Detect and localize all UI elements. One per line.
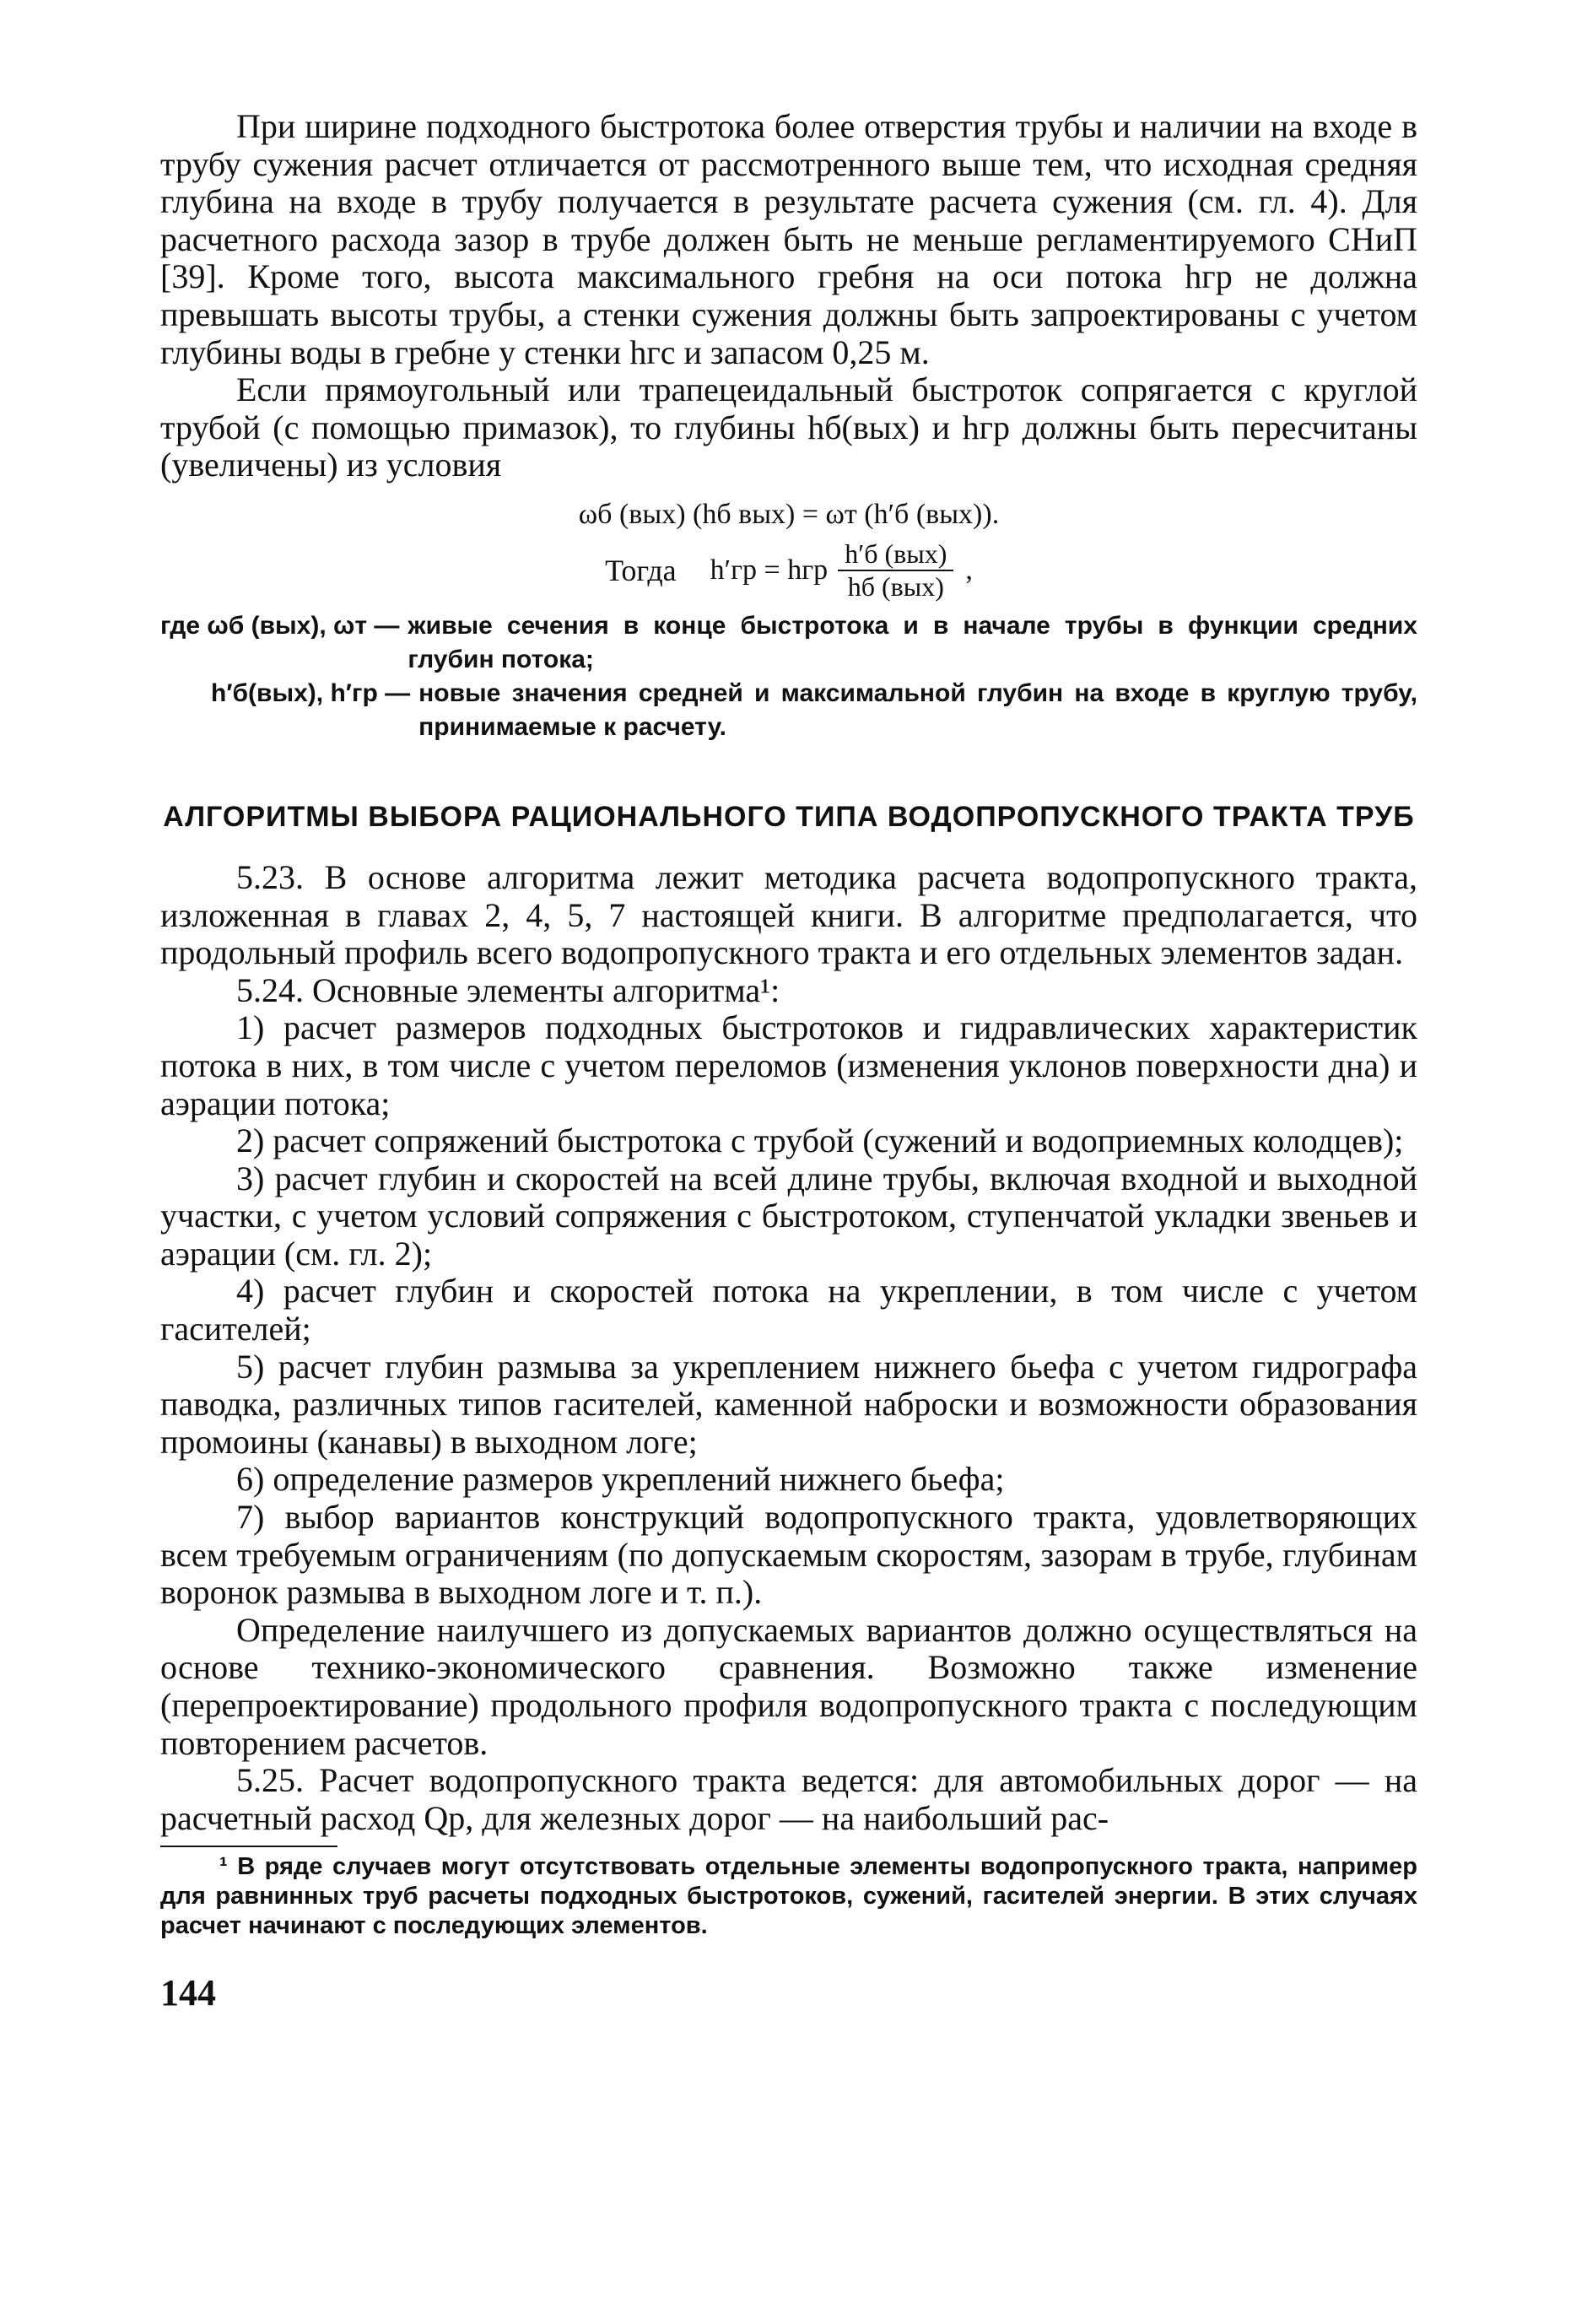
definition-term: где ωб (вых), ωт — [160,611,400,640]
paragraph: При ширине подходного быстротока более отверстия трубы и наличии на входе в трубу сужения расчет отличается от рассмотренного выше тем, что исходная средняя глубина на входе в трубу получается в результате расчета сужения (см. гл. 4). Для расчетного расхода зазор в трубе должен быть не меньше регламентируемого СНиП [39]. Кроме того, высота максимального гребня на оси потока hгр не должна превышать высоты трубы, а стенки сужения должны быть запроектированы с учетом глубины воды в гребне у стенки hгс и запасом 0,25 м. [160,107,1417,371]
list-item: 3) расчет глубин и скоростей на всей длине трубы, включая входной и выходной участки, с учетом условий сопряжения с быстротоком, ступенчатой укладки звеньев и аэрации (см. гл. 2); [160,1159,1417,1273]
formula-tonda [160,538,1417,603]
formula-label: Тогда [605,553,677,587]
paragraph: 5.25. Расчет водопропускного тракта ведется: для автомобильных дорог — на расчетный расход Qр, для железных дорог — на наибольший рас- [160,1761,1417,1837]
footnote-divider [160,1846,337,1847]
paragraph: 5.24. Основные элементы алгоритма¹: [236,970,780,1009]
page-number: 144 [160,1972,216,2014]
definition-term: h′б(вых), h′гр — [211,678,411,707]
paragraph: 5.23. В основе алгоритма лежит методика расчета водопропускного тракта, изложенная в главах 2, 4, 5, 7 настоящей книги. В алгоритме предполагается, что продольный профиль всего водопропускного тракта и его отдельных элементов задан. [160,857,1417,972]
list-item: 2) расчет сопряжений быстротока с трубой (сужений и водоприемных колодцев); [236,1121,1404,1160]
section-heading: АЛГОРИТМЫ ВЫБОРА РАЦИОНАЛЬНОГО ТИПА ВОДОПРОПУСКНОГО ТРАКТА ТРУБ [163,800,1415,833]
formula-continuity: ωб (вых) (hб вых) = ωт (h′б (вых)). [578,498,1000,530]
list-item: 5) расчет глубин размыва за укреплением нижнего бьефа с учетом гидрографа паводка, различных типов гасителей, каменной наброски и возможности образования промоины (канавы) в выходном логе; [160,1347,1417,1461]
formula-fraction [838,538,953,603]
definition-text: живые сечения в конце быстротока и в начале трубы в функции средних глубин потока; [408,611,1417,673]
formula-tail: , [965,554,973,586]
definition-item [160,677,1417,744]
list-item: 7) выбор вариантов конструкций водопропускного тракта, удовлетворяющих всем требуемым ограничениям (по допускаемым скоростям, зазорам в трубе, глубинам воронок размыва в выходном логе и т. п.). [160,1498,1417,1612]
list-item: 1) расчет размеров подходных быстротоков и гидравлических характеристик потока в них, в том числе с учетом переломов (изменения уклонов поверхности дна) и аэрации потока; [160,1008,1417,1122]
definition-text: новые значения средней и максимальной глубин на входе в круглую трубу, принимаемые к расчету. [418,678,1417,741]
footnote: ¹ В ряде случаев могут отсутствовать отдельные элементы водопропускного тракта, например для равнинных труб расчеты подходных быстротоков, сужений, гасителей энергии. В этих случаях расчет начинают с последующих элементов. [160,1853,1417,1940]
fraction-denominator: hб (вых) [847,570,944,602]
list-item: 6) определение размеров укреплений нижнего бьефа; [236,1460,1005,1499]
page-body [160,108,1417,2014]
paragraph: Если прямоугольный или трапецеидальный быстроток сопрягается с круглой трубой (с помощью примазок), то глубины hб(вых) и hгр должны быть пересчитаны (увеличены) из условия [160,370,1417,484]
definition-item [160,609,1417,677]
list-item: 4) расчет глубин и скоростей потока на укреплении, в том числе с учетом гасителей; [160,1272,1417,1348]
paragraph: Определение наилучшего из допускаемых вариантов должно осуществляться на основе технико-экономического сравнения. Возможно также изменение (перепроектирование) продольного профиля водопропускного тракта с последующим повторением расчетов. [160,1610,1417,1762]
definitions-block [160,609,1417,744]
fraction-numerator: h′б (вых) [838,538,953,571]
formula-lhs: h′гр = hгр [710,554,829,586]
